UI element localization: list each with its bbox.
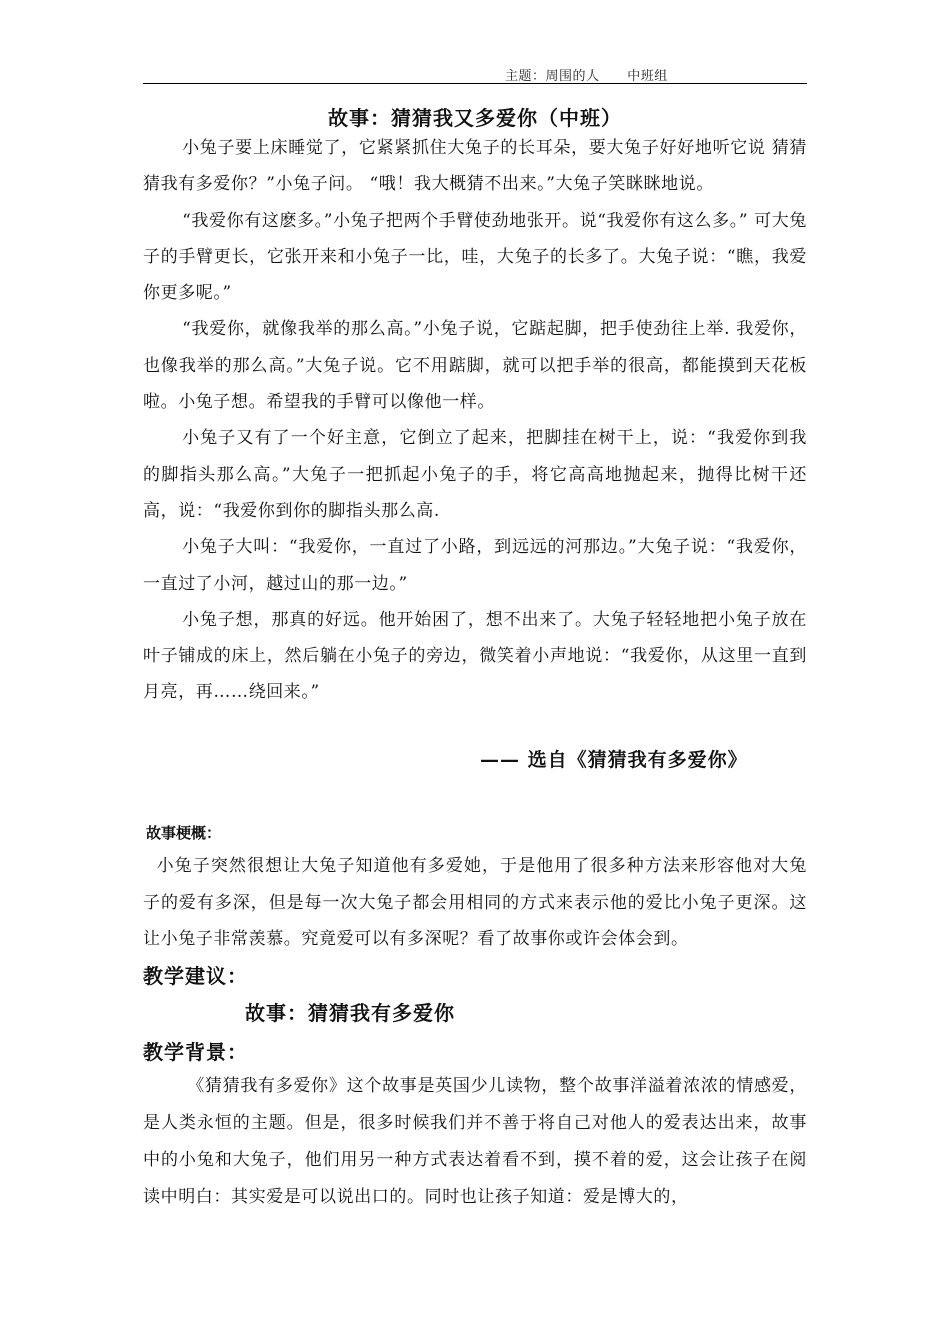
page-header: 主题：周围的人 中班组 <box>505 69 668 84</box>
story-paragraph: “我爱你，就像我举的那么高。”小兔子说，它踮起脚，把手使劲往上举. 我爱你，也像我举的那么高。”大兔子说。它不用踮脚，就可以把手举的很高，都能摸到天花板啦。小兔子想。希望我的手臂可以像他一样。 <box>143 319 807 413</box>
story-body <box>143 130 807 711</box>
teaching-background-body <box>143 1068 807 1216</box>
teaching-suggestion-heading: 教学建议： <box>143 964 248 988</box>
summary-body <box>143 848 807 958</box>
story-paragraph: 小兔子想，那真的好远。他开始困了，想不出来了。大兔子轻轻地把小兔子放在叶子铺成的床上，然后躺在小兔子的旁边，微笑着小声地说：“我爱你，从这里一直到月亮，再……绕回来。” <box>143 609 807 703</box>
story-paragraph: 小兔子又有了一个好主意，它倒立了起来，把脚挂在树干上，说：“我爱你到我的脚指头那么高。”大兔子一把抓起小兔子的手，将它高高地抛起来，抛得比树干还高，说：“我爱你到你的脚指头那么高. <box>143 428 807 521</box>
story-paragraph: 小兔子大叫：“我爱你，一直过了小路，到远远的河那边。”大兔子说：“我爱你，一直过了小河，越过山的那一边。” <box>143 537 807 594</box>
lesson-subtitle: 故事：猜猜我有多爱你 <box>245 1001 455 1025</box>
header-rule <box>143 83 807 84</box>
story-paragraph: 小兔子要上床睡觉了，它紧紧抓住大兔子的长耳朵，要大兔子好好地听它说 猜猜猜我有多爱你？”小兔子问。 “哦！我大概猜不出来。”大兔子笑眯眯地说。 <box>143 138 807 195</box>
background-paragraph: 《猜猜我有多爱你》这个故事是英国少儿读物，整个故事洋溢着浓浓的情感爱，是人类永恒的主题。但是，很多时候我们并不善于将自己对他人的爱表达出来，故事中的小兔和大兔子，他们用另一种方式表达着看不到，摸不着的爱，这会让孩子在阅读中明白：其实爱是可以说出口的。同时也让孩子知道：爱是博大的， <box>143 1076 807 1207</box>
story-paragraph: “我爱你有这麽多。”小兔子把两个手臂使劲地张开。说“我爱你有这么多。” 可大兔子的手臂更长，它张开来和小兔子一比，哇，大兔子的长多了。大兔子说：“瞧，我爱你更多呢。” <box>143 210 807 304</box>
summary-heading: 故事梗概： <box>146 824 222 842</box>
story-source: —— 选自《猜猜我有多爱你》 <box>480 749 748 771</box>
summary-paragraph: 小兔子突然很想让大兔子知道他有多爱她，于是他用了很多种方法来形容他对大兔子的爱有多深，但是每一次大兔子都会用相同的方式来表示他的爱比小兔子更深。这让小兔子非常羡慕。究竟爱可以有多深呢？看了故事你或许会体会到。 <box>143 856 807 949</box>
story-title: 故事：猜猜我又多爱你（中班） <box>328 106 622 130</box>
teaching-background-heading: 教学背景： <box>143 1040 248 1064</box>
